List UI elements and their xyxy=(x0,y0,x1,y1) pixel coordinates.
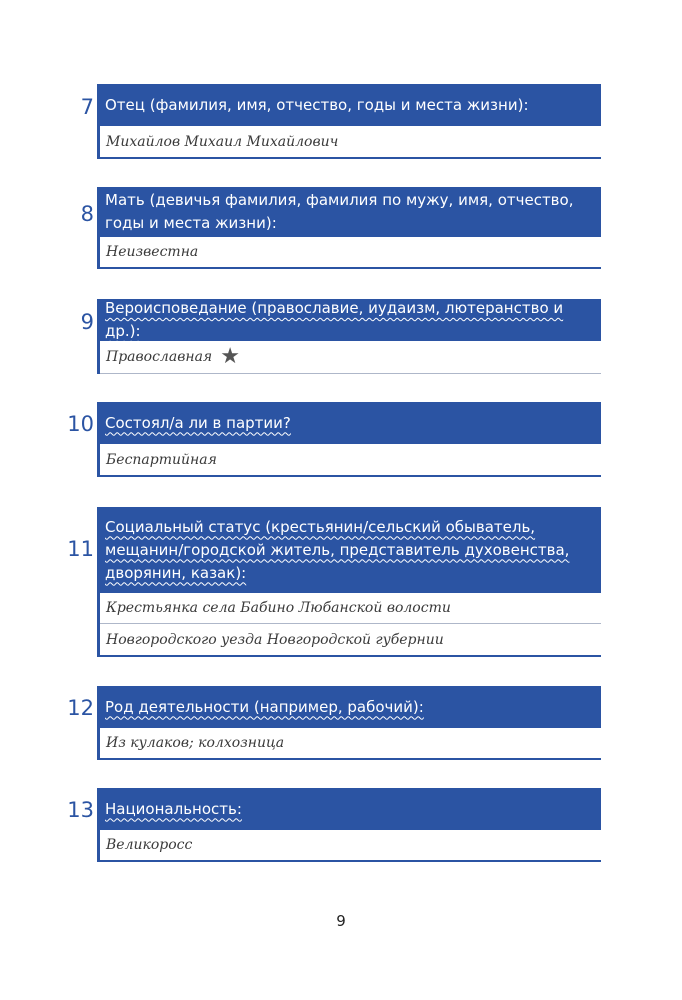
field-answer: Михайлов Михаил Михайлович xyxy=(100,126,601,159)
field-answer: Из кулаков; колхозница xyxy=(100,728,601,760)
page-number: 9 xyxy=(336,912,346,930)
star-icon: ★ xyxy=(220,344,240,369)
field-number: 13 xyxy=(67,798,94,822)
field-label: Род деятельности (например, рабочий): xyxy=(97,686,601,728)
field-label: Вероисповедание (православие, иудаизм, лютеранство и др.): xyxy=(97,299,601,341)
field-answer: Беспартийная xyxy=(100,444,601,477)
field-number: 8 xyxy=(80,202,94,226)
field-answer xyxy=(100,341,601,374)
field-label: Состоял/а ли в партии? xyxy=(97,402,601,444)
field-number: 11 xyxy=(67,537,94,561)
field-label: Мать (девичья фамилия, фамилия по мужу, имя, отчество, годы и места жизни): xyxy=(97,187,601,237)
field-number: 7 xyxy=(80,95,94,119)
field-label: Социальный статус (крестьянин/сельский обыватель, мещанин/городской житель, представитель духовенства, дворянин, казак): xyxy=(97,507,601,593)
field-number: 9 xyxy=(80,310,94,334)
field-answer: Крестьянка села Бабино Любанской волости xyxy=(100,593,601,624)
field-label: Отец (фамилия, имя, отчество, годы и места жизни): xyxy=(97,84,601,126)
field-answer: Великоросс xyxy=(100,830,601,862)
answer-text: Православная xyxy=(106,349,213,365)
field-label: Национальность: xyxy=(97,788,601,830)
field-number: 10 xyxy=(67,412,94,436)
field-answer: Новгородского уезда Новгородской губернии xyxy=(100,624,601,657)
field-answer: Неизвестна xyxy=(100,237,601,269)
field-number: 12 xyxy=(67,696,94,720)
